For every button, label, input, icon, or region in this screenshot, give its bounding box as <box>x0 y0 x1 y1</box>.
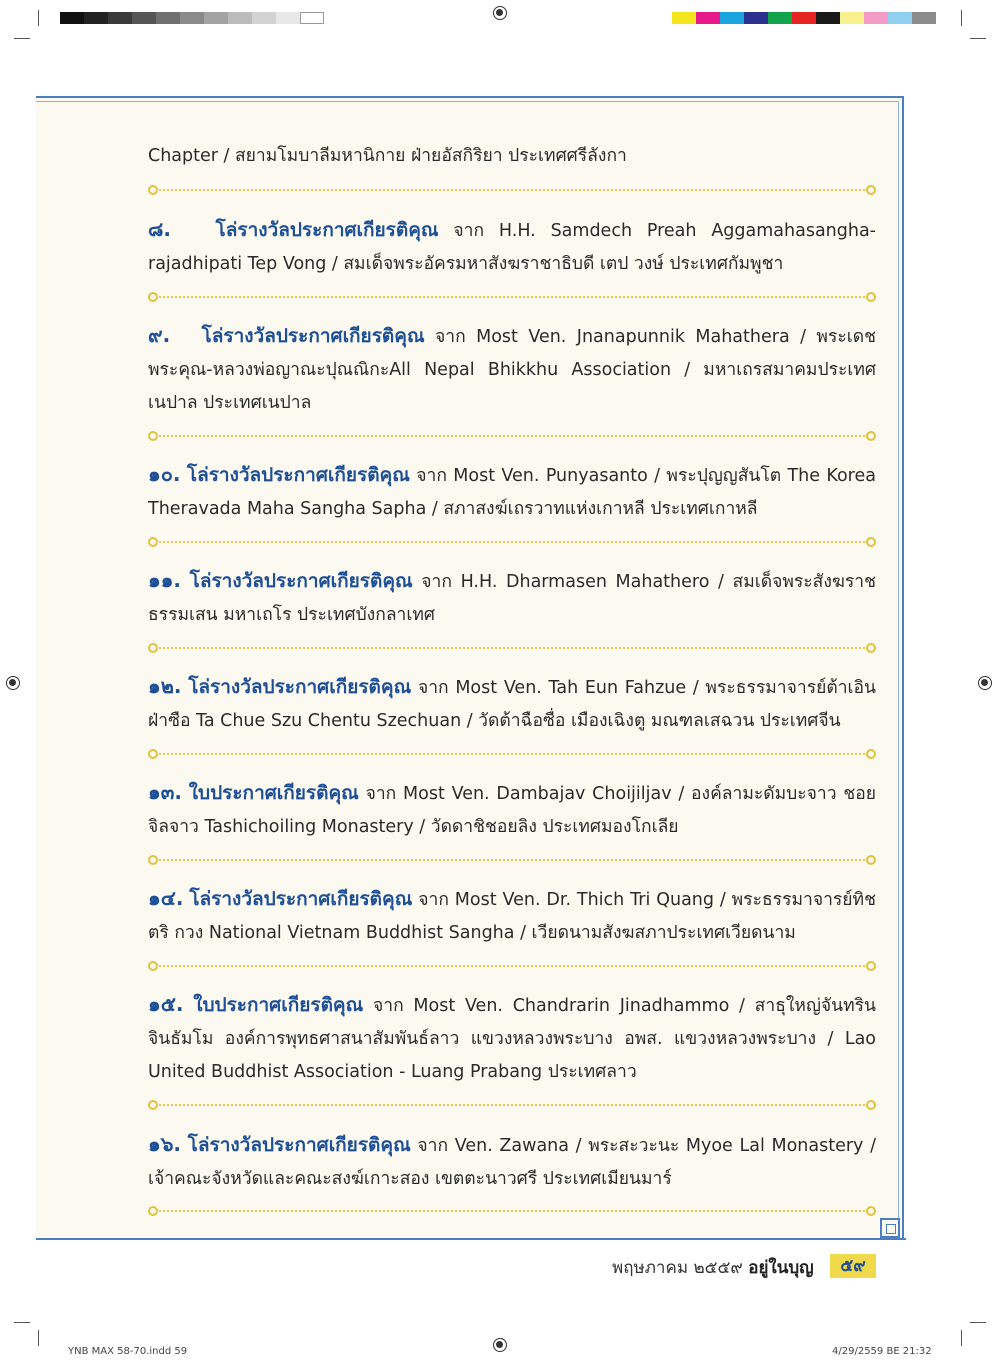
dotted-divider <box>148 961 876 971</box>
entry-item <box>148 988 876 1089</box>
award-type: โล่รางวัลประกาศเกียรติคุณ <box>215 219 439 241</box>
registration-mark-right <box>978 676 992 690</box>
dotted-divider <box>148 537 876 547</box>
dotted-divider <box>148 1206 876 1216</box>
slug-filename: YNB MAX 58-70.indd 59 <box>68 1346 188 1357</box>
award-type: โล่รางวัลประกาศเกียรติคุณ <box>187 1134 411 1156</box>
registration-mark-left <box>6 676 20 690</box>
slug-date: 4/29/2559 BE 21:32 <box>832 1346 932 1357</box>
entry-text: จาก Most Ven. Tah Eun Fahzue / พระธรรมาจารย์ต้าเอินฝ่าซือ Ta Chue Szu Chentu Szechuan / วัดต้าฉือซื่อ เมืองเฉิงตู มณฑลเสฉวน ประเทศจีน <box>148 678 876 731</box>
entry-text: จาก H.H. Dharmasen Mahathero / สมเด็จพระสังฆราช ธรรมเสน มหาเถโร ประเทศบังกลาเทศ <box>148 572 876 625</box>
entry-number: ๑๕. <box>148 992 184 1016</box>
page-number: ๕๙ <box>830 1254 876 1278</box>
panel-bottom-rule <box>36 1238 906 1240</box>
entry-text: จาก Most Ven. Dr. Thich Tri Quang / พระธรรมาจารย์ทิช ตริ กวง National Vietnam Buddhist Sangha / เวียดนามสังฆสภาประเทศเวียดนาม <box>148 890 876 943</box>
entry-number: ๑๑. <box>148 568 181 592</box>
page-footer <box>612 1254 814 1281</box>
entry-text: จาก Most Ven. Chandrarin Jinadhammo / สาธุใหญ่จันทริน จินธัมโม องค์การพุทธศาสนาสัมพันธ์ลาว แขวงหลวงพระบาง อพส. แขวงหลวงพระบาง / Lao United Buddhist Association - Luang Prabang ประเทศลาว <box>148 996 876 1082</box>
crop-mark <box>970 1322 986 1323</box>
crop-mark <box>961 1330 962 1346</box>
entry-item <box>148 670 876 738</box>
crop-mark <box>970 38 986 39</box>
entry-text: จาก Most Ven. Jnanapunnik Mahathera / พระเดชพระคุณ-หลวงพ่อญาณะปุณณิกะAll Nepal Bhikkhu Association / มหาเถรสมาคมประเทศเนปาล ประเทศเนปาล <box>148 327 876 413</box>
entry-item <box>148 213 876 281</box>
crop-mark <box>14 1322 30 1323</box>
award-type: ใบประกาศเกียรติคุณ <box>193 994 364 1016</box>
entry-continuation <box>148 140 876 173</box>
entry-item <box>148 319 876 420</box>
award-type: โล่รางวัลประกาศเกียรติคุณ <box>201 325 425 347</box>
entry-number: ๑๐. <box>148 462 181 486</box>
dotted-divider <box>148 431 876 441</box>
award-type: ใบประกาศเกียรติคุณ <box>188 782 359 804</box>
award-type: โล่รางวัลประกาศเกียรติคุณ <box>189 570 413 592</box>
entry-text: จาก Most Ven. Dambajav Choijiljav / องค์ลามะดัมบะจาว ชอยจิลจาว Tashichoiling Monastery / วัดดาชิชอยลิง ประเทศมองโกเลีย <box>148 784 876 837</box>
crop-mark <box>38 10 39 26</box>
entry-number: ๑๖. <box>148 1132 181 1156</box>
entry-item <box>148 1128 876 1196</box>
crop-mark <box>38 1330 39 1346</box>
entry-item <box>148 882 876 950</box>
crop-mark <box>14 38 30 39</box>
dotted-divider <box>148 292 876 302</box>
dotted-divider <box>148 643 876 653</box>
entry-number: ๙. <box>148 323 171 347</box>
entry-text: Chapter / สยามโมบาลีมหานิกาย ฝ่ายอัสกิริยา ประเทศศรีลังกา <box>148 146 627 166</box>
entry-text: จาก Most Ven. Punyasanto / พระปุญญสันโต The Korea Theravada Maha Sangha Sapha / สภาสงฆ์เถรวาทแห่งเกาหลี ประเทศเกาหลี <box>148 466 876 519</box>
entry-item <box>148 458 876 526</box>
crop-mark <box>961 10 962 26</box>
award-type: โล่รางวัลประกาศเกียรติคุณ <box>186 464 410 486</box>
entry-number: ๑๓. <box>148 780 182 804</box>
dotted-divider <box>148 185 876 195</box>
award-type: โล่รางวัลประกาศเกียรติคุณ <box>189 888 413 910</box>
entry-text: จาก H.H. Samdech Preah Aggamahasangha-rajadhipati Tep Vong / สมเด็จพระอัครมหาสังฆราชาธิบดี เตป วงษ์ ประเทศกัมพูชา <box>148 221 876 274</box>
entry-text: จาก Ven. Zawana / พระสะวะนะ Myoe Lal Monastery / เจ้าคณะจังหวัดและคณะสงฆ์เกาะสอง เขตตะนาวศรี ประเทศเมียนมาร์ <box>148 1136 876 1189</box>
footer-magazine-title: อยู่ในบุญ <box>748 1258 814 1278</box>
footer-month-year: พฤษภาคม ๒๕๕๙ <box>612 1258 743 1278</box>
dotted-divider <box>148 1100 876 1110</box>
registration-mark-top <box>493 6 507 20</box>
entry-number: ๘. <box>148 217 172 241</box>
registration-mark-bottom <box>493 1338 507 1352</box>
dotted-divider <box>148 855 876 865</box>
corner-ornament <box>880 1218 900 1238</box>
entry-item <box>148 564 876 632</box>
color-registration-bar <box>672 12 936 24</box>
entry-number: ๑๔. <box>148 886 184 910</box>
grayscale-bar <box>60 12 324 24</box>
award-type: โล่รางวัลประกาศเกียรติคุณ <box>188 676 412 698</box>
entry-number: ๑๒. <box>148 674 182 698</box>
entry-item <box>148 776 876 844</box>
dotted-divider <box>148 749 876 759</box>
